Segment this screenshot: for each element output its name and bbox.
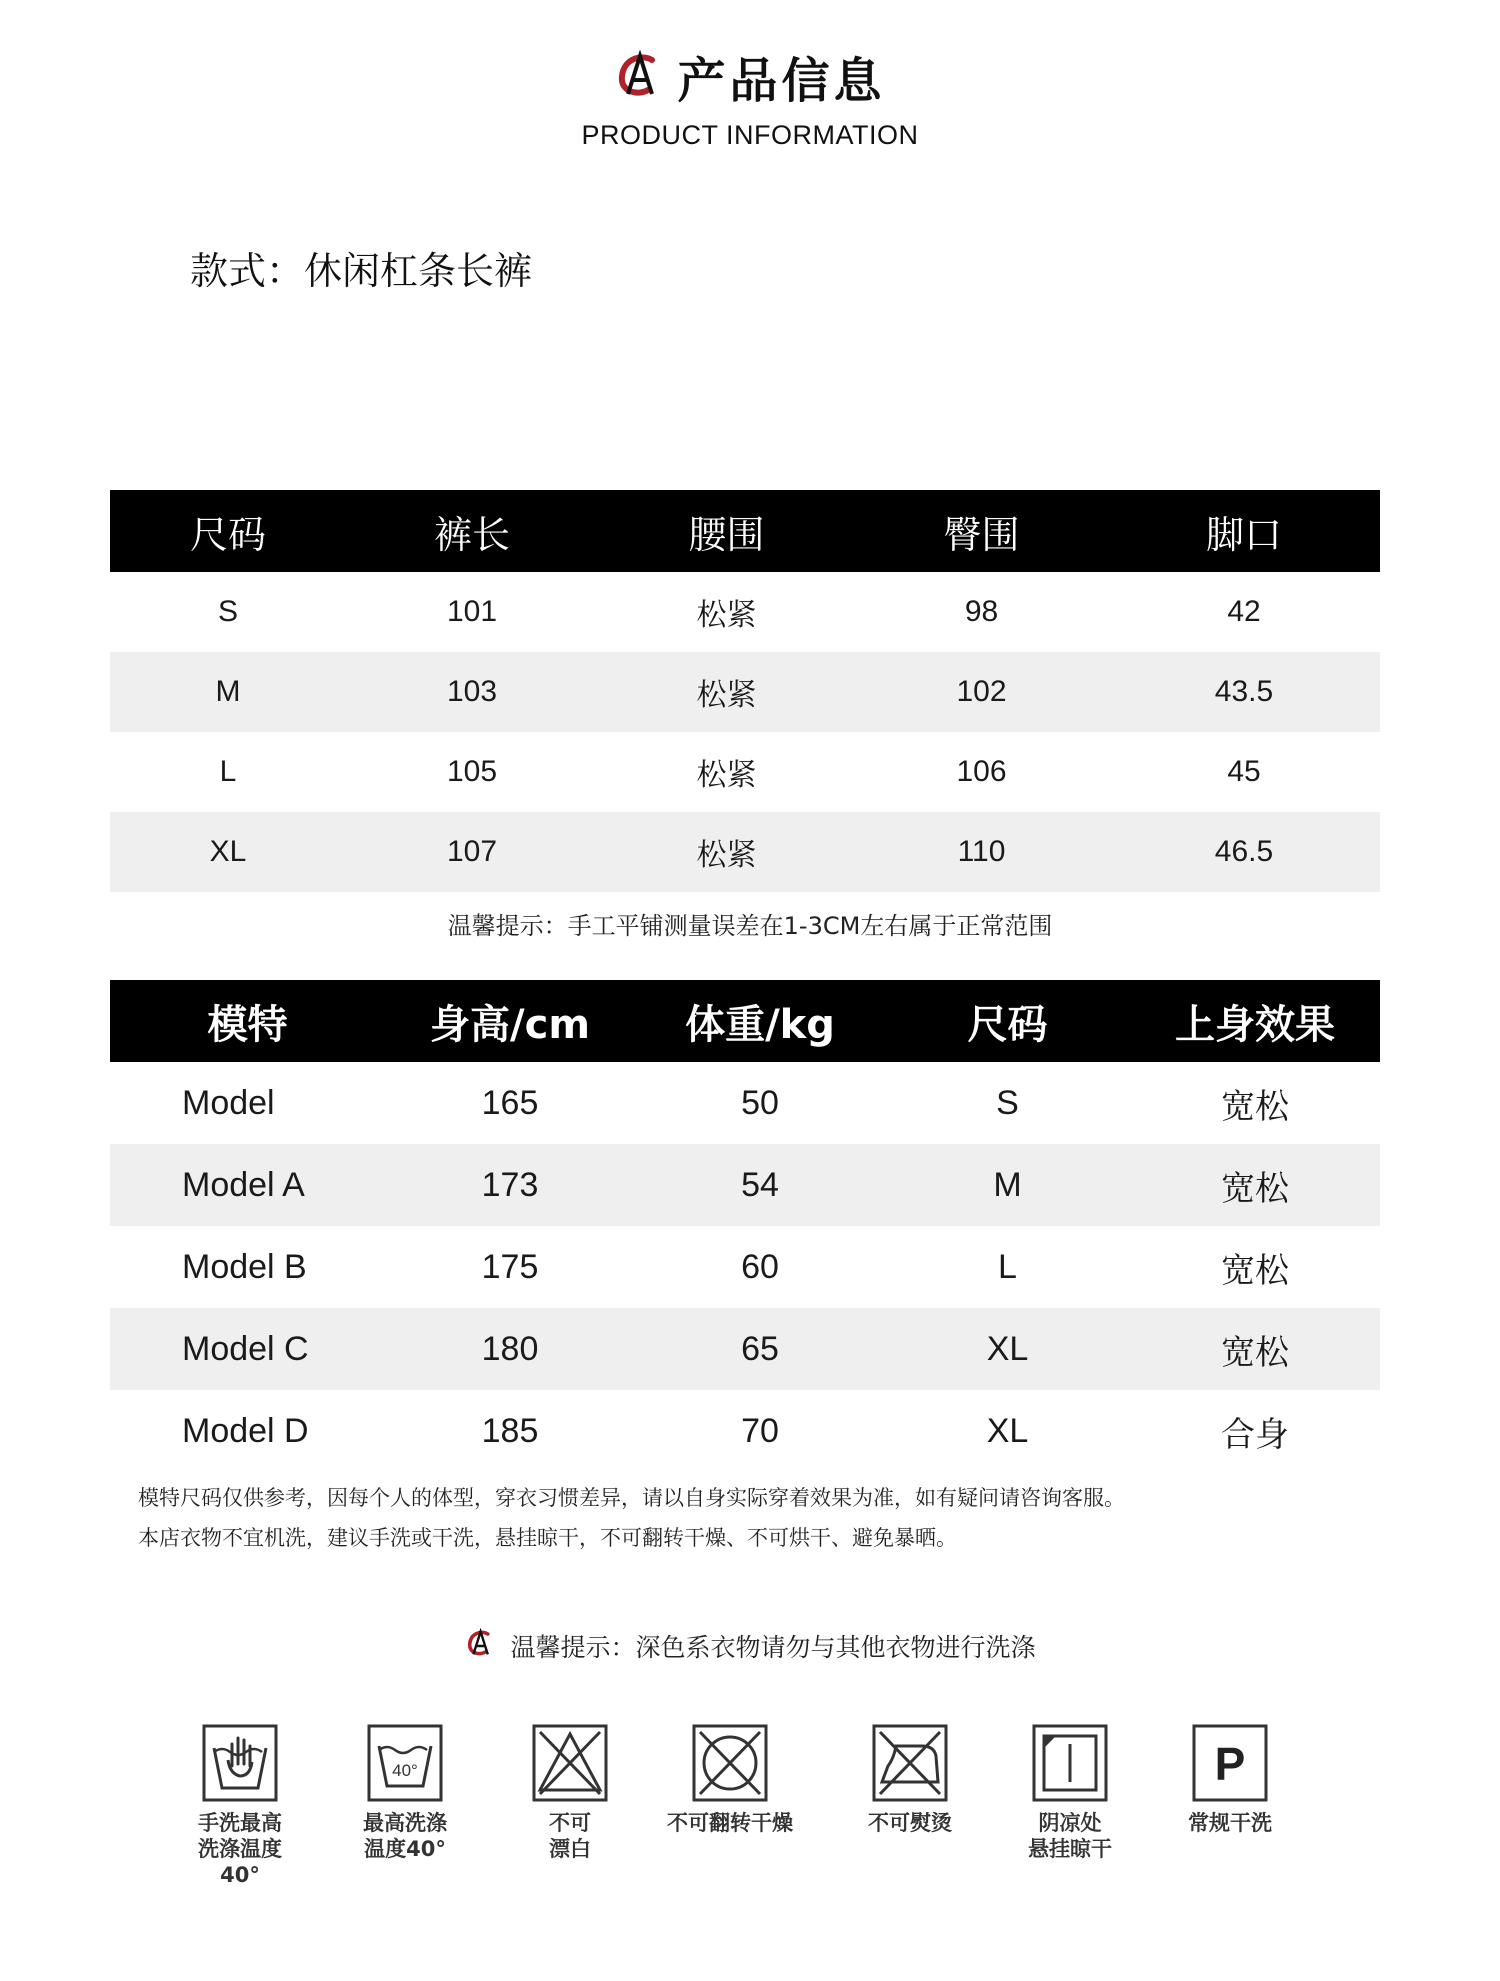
table-row: [110, 572, 1380, 652]
header-cell: 腰围: [598, 490, 855, 572]
table-cell: M: [885, 1144, 1130, 1226]
table-cell: 105: [446, 755, 498, 788]
header-cell: 身高/cm: [385, 980, 635, 1062]
care-item: [850, 1722, 970, 1836]
brand-logo-icon: [614, 50, 664, 104]
table-cell: 103: [346, 652, 598, 732]
page-header: [0, 0, 1500, 160]
table-cell: 107: [346, 812, 598, 892]
model-table: [110, 980, 1380, 1472]
page-subtitle: PRODUCT INFORMATION: [581, 120, 919, 150]
care-item: [1165, 1722, 1295, 1836]
table-cell: 102: [855, 652, 1108, 732]
table-cell: 54: [635, 1144, 885, 1226]
table-cell: Model: [182, 1083, 275, 1122]
style-line: 款式：休闲杠条长裤: [190, 249, 533, 293]
header-cell: 脚口: [1108, 490, 1380, 572]
table-cell: 43.5: [1108, 652, 1380, 732]
care-label: 常规干洗: [1188, 1811, 1272, 1835]
wash-40-icon: [365, 1722, 445, 1804]
table-cell: 42: [1227, 595, 1261, 628]
table-row: [110, 1390, 1380, 1472]
table-cell: 松紧: [598, 652, 855, 732]
model-table-header: [110, 980, 1380, 1062]
header-cell: 模特: [110, 980, 385, 1062]
page-title: 产品信息: [677, 53, 886, 109]
care-label: 不可熨烫: [868, 1811, 952, 1835]
care-label: 不可 漂白: [549, 1811, 591, 1861]
table-cell: 101: [446, 595, 498, 628]
table-row: [110, 1062, 1380, 1144]
brand-logo-icon: [465, 1628, 495, 1664]
line-dry-shade-icon: [1030, 1722, 1110, 1804]
size-table-header: [110, 490, 1380, 572]
care-label: 手洗最高 洗涤温度40°: [198, 1811, 282, 1887]
note-line: 本店衣物不宜机洗，建议手洗或干洗，悬挂晾干，不可翻转干燥、不可烘干、避免暴晒。: [138, 1526, 957, 1550]
header-cell: 裤长: [346, 490, 598, 572]
dry-clean-letter: P: [1214, 1738, 1246, 1790]
table-cell: 46.5: [1108, 812, 1380, 892]
table-cell: XL: [986, 1411, 1029, 1450]
table-cell: Model B: [182, 1247, 307, 1286]
table-cell: 宽松: [1221, 1251, 1289, 1290]
table-cell: 宽松: [1130, 1144, 1380, 1226]
table-cell: XL: [110, 812, 346, 892]
care-item: [350, 1722, 460, 1862]
table-cell: 45: [1227, 755, 1261, 788]
notes: [138, 1478, 1125, 1558]
table-cell: 松紧: [696, 759, 757, 792]
table-cell: S: [217, 595, 238, 628]
table-cell: 65: [635, 1308, 885, 1390]
size-table: [110, 490, 1380, 892]
table-cell: 180: [385, 1308, 635, 1390]
header-cell: 上身效果: [1130, 980, 1380, 1062]
care-item: [655, 1722, 805, 1836]
dry-clean-icon: [1190, 1722, 1270, 1804]
table-cell: L: [219, 755, 237, 788]
table-row: [110, 1144, 1380, 1226]
care-label: 最高洗涤 温度40°: [363, 1811, 447, 1861]
table-cell: 98: [964, 595, 999, 628]
care-label: 阴凉处 悬挂晾干: [1028, 1811, 1112, 1861]
table-cell: 175: [481, 1247, 539, 1286]
table-cell: 宽松: [1130, 1308, 1380, 1390]
table-cell: 106: [956, 755, 1007, 788]
table-cell: L: [998, 1247, 1017, 1286]
table-cell: 松紧: [598, 812, 855, 892]
table-cell: 110: [855, 812, 1108, 892]
care-label: 不可翻转干燥: [667, 1811, 793, 1835]
care-item: [520, 1722, 620, 1862]
table-row: [110, 652, 1380, 732]
table-row: [110, 812, 1380, 892]
table-cell: 宽松: [1221, 1087, 1289, 1126]
care-item: [180, 1722, 300, 1888]
care-item: [1010, 1722, 1130, 1862]
care-instructions: [0, 1722, 1500, 1887]
wash-tip-text: 温馨提示：深色系衣物请勿与其他衣物进行洗涤: [510, 1633, 1036, 1662]
table-row: [110, 732, 1380, 812]
no-tumble-dry-icon: [690, 1722, 770, 1804]
table-cell: M: [110, 652, 346, 732]
table-row: [110, 1308, 1380, 1390]
note-line: 模特尺码仅供参考，因每个人的体型，穿衣习惯差异，请以自身实际穿着效果为准，如有疑问请咨询客服。: [138, 1486, 1125, 1510]
table-cell: 60: [741, 1247, 779, 1286]
table-cell: 185: [481, 1411, 539, 1450]
measure-tip: 温馨提示：手工平铺测量误差在1-3CM左右属于正常范围: [447, 912, 1053, 940]
table-row: [110, 1226, 1380, 1308]
table-cell: 70: [741, 1411, 779, 1450]
table-cell: Model D: [182, 1411, 309, 1450]
table-cell: 173: [385, 1144, 635, 1226]
table-cell: 50: [741, 1083, 779, 1122]
header-cell: 尺码: [885, 980, 1130, 1062]
table-cell: 松紧: [696, 599, 757, 632]
temperature-badge: 40°: [392, 1761, 418, 1780]
table-cell: Model A: [110, 1144, 385, 1226]
title-row: [0, 42, 1500, 111]
header-cell: 尺码: [110, 490, 346, 572]
no-iron-icon: [870, 1722, 950, 1804]
table-cell: 165: [481, 1083, 539, 1122]
header-cell: 体重/kg: [635, 980, 885, 1062]
table-cell: 合身: [1221, 1415, 1289, 1454]
table-cell: S: [996, 1083, 1019, 1122]
no-bleach-icon: [530, 1722, 610, 1804]
table-cell: Model C: [110, 1308, 385, 1390]
hand-wash-icon: [200, 1722, 280, 1804]
header-cell: 臀围: [855, 490, 1108, 572]
wash-tip: [0, 1628, 1500, 1664]
table-cell: XL: [885, 1308, 1130, 1390]
